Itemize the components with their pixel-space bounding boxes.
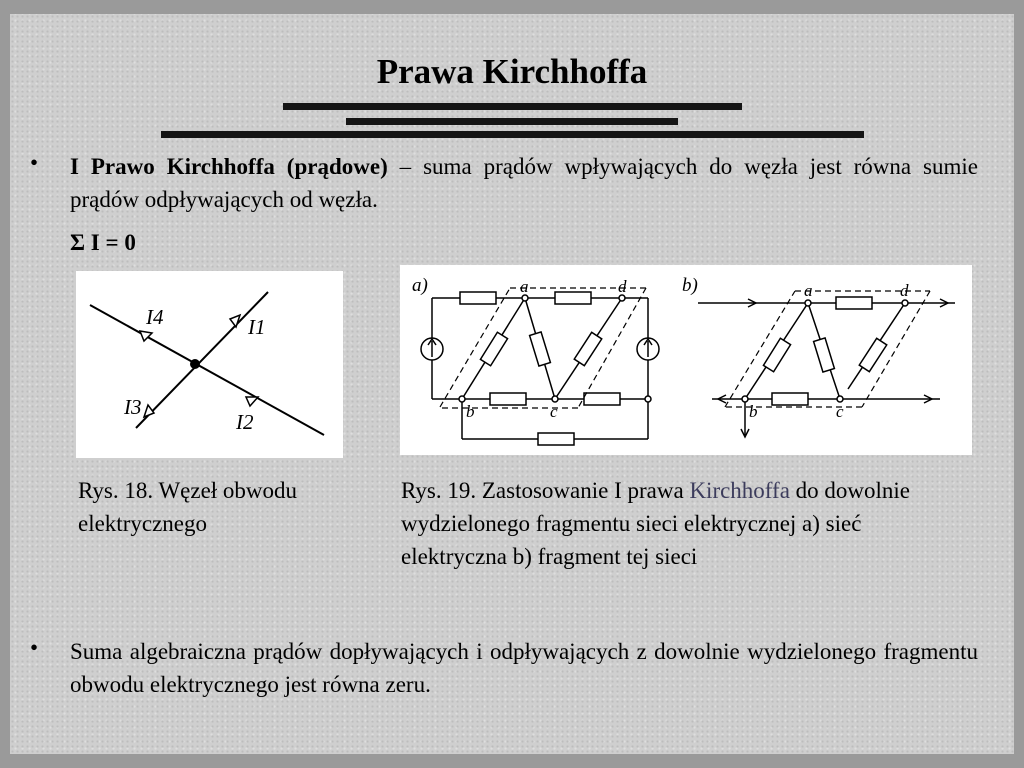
label-i1: I1 [248,315,266,339]
slide-title: Prawa Kirchhoffa [376,52,648,91]
label-i2: I2 [236,410,254,434]
label-b-node-a: a [804,281,813,300]
figure-network [400,265,972,455]
bullet-first-law [70,150,978,216]
caption-19-start: Rys. 19. Zastosowanie I prawa [401,478,690,503]
label-b-node-b: b [749,402,758,421]
caption-figure-19 [401,474,966,573]
label-b-node-d: d [900,281,909,300]
arrow-i3 [144,405,154,417]
bullet-marker: • [30,635,39,660]
arrow-i2 [246,397,258,406]
label-a-node-d: d [618,277,627,296]
caption-19-end: do dowolnie wydzielonego fragmentu sieci elektrycznej a) sieć elektryczna b) fragment tej sieci [401,478,911,569]
bullet-algebraic-sum: Suma algebraiczna prądów dopływających i odpływających z dowolnie wydzielonego fragmentu obwodu elektrycznego jest równa zeru. [70,639,978,697]
caption-figure-18: Rys. 18. Węzeł obwodu elektrycznego [78,478,298,536]
first-law-name: I Prawo Kirchhoffa (prądowe) [70,154,388,179]
title-rule-bottom [161,131,864,138]
label-a-part: a) [412,275,428,296]
title-rule-middle [346,118,678,125]
caption-19-link: Kirchhoffa [689,478,790,503]
label-b-part: b) [682,275,698,296]
label-a-node-b: b [466,402,475,421]
figure-node [76,271,343,458]
label-i3: I3 [124,395,142,419]
formula: Σ I = 0 [70,230,136,255]
title-rule-top [283,103,742,110]
label-a-node-c: c [550,402,558,421]
node-diagram [76,271,343,458]
bullet-marker: • [30,150,39,175]
node-dot [190,359,200,369]
network-diagram [400,265,972,455]
slide [10,14,1014,754]
label-b-node-c: c [836,402,844,421]
first-law-text: – suma prądów wpływających do węzła jest równa sumie prądów odpływających od węzła. [70,154,978,212]
label-a-node-a: a [520,277,529,296]
arrow-i1 [230,315,240,327]
label-i4: I4 [146,305,164,329]
